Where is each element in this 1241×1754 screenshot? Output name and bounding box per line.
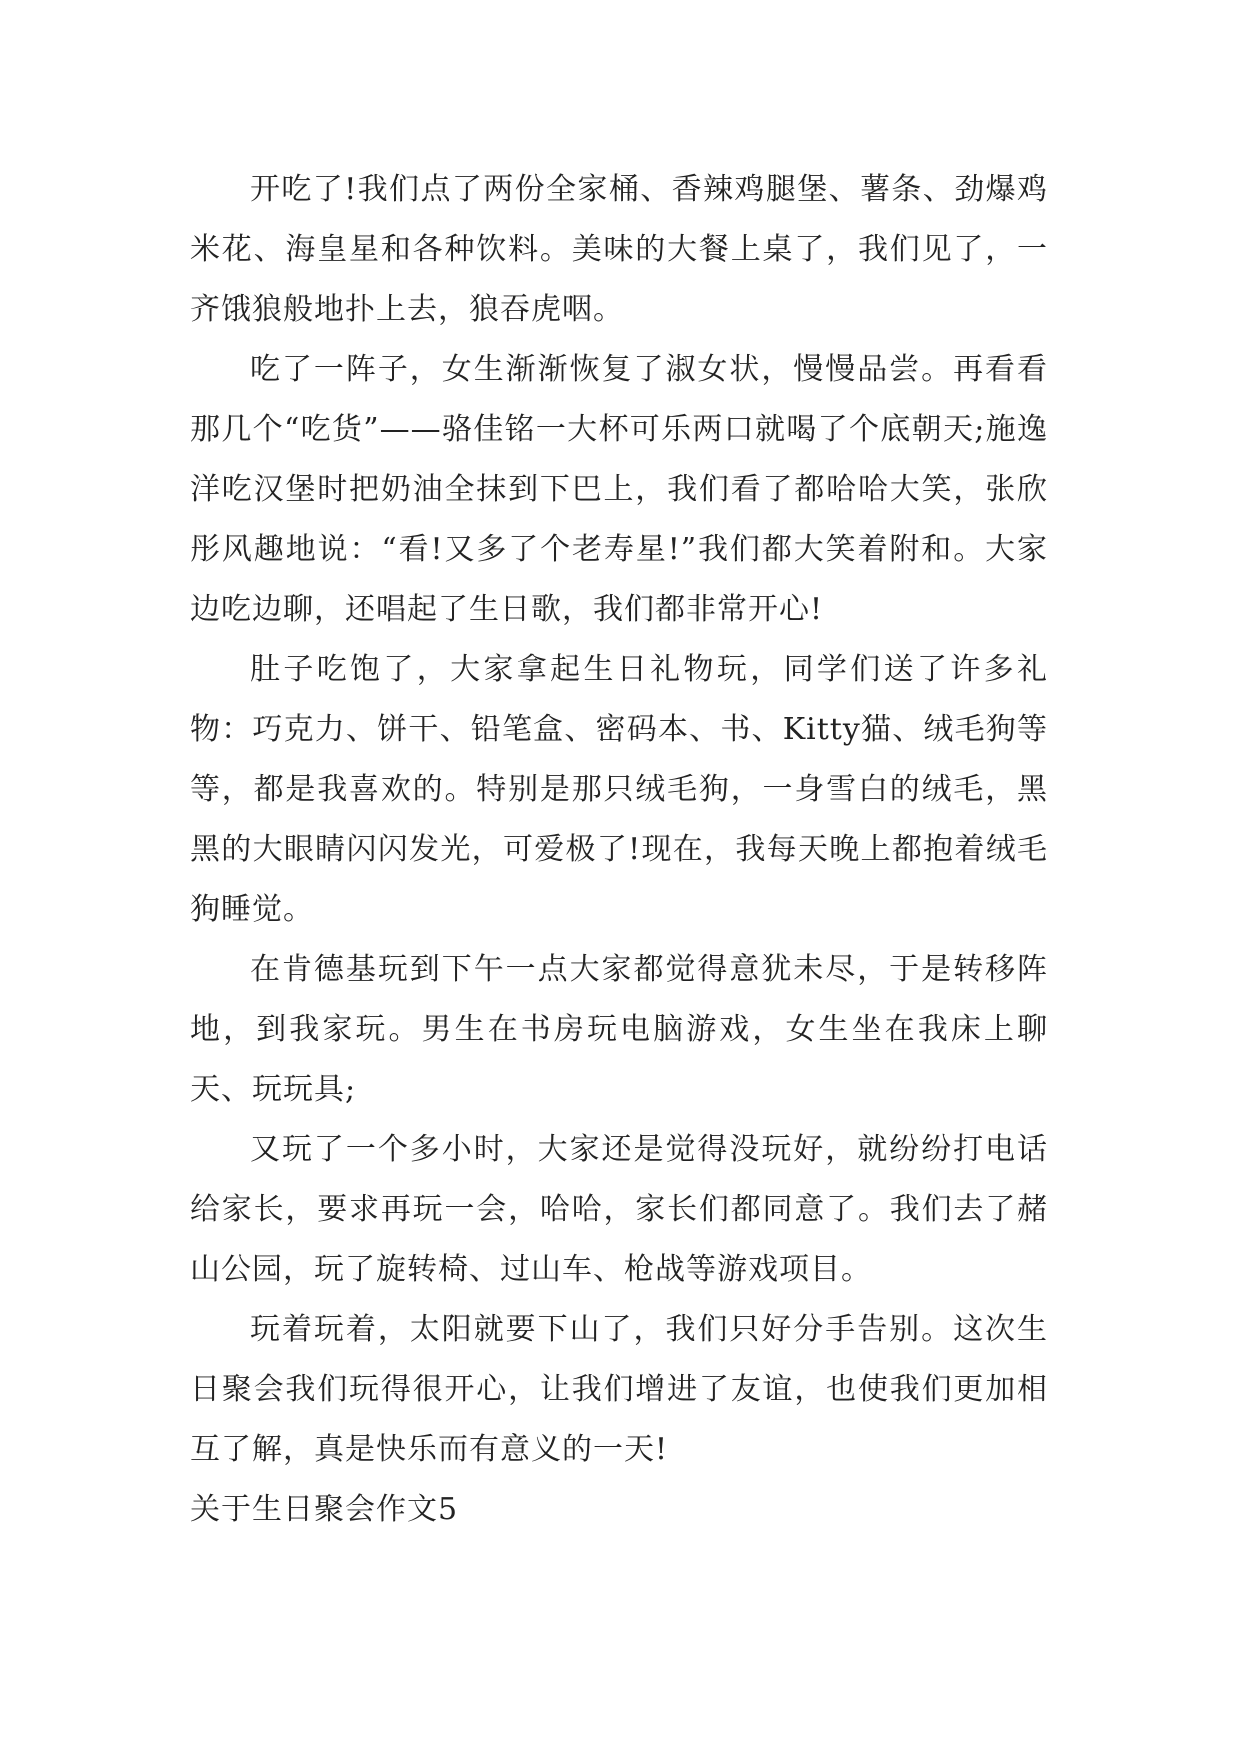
- paragraph-6: 玩着玩着，太阳就要下山了，我们只好分手告别。这次生日聚会我们玩得很开心，让我们增进了友谊，也使我们更加相互了解，真是快乐而有意义的一天!: [190, 1312, 1048, 1467]
- paragraph-3: 肚子吃饱了，大家拿起生日礼物玩，同学们送了许多礼物：巧克力、饼干、铅笔盒、密码本、书、Kitty猫、绒毛狗等等，都是我喜欢的。特别是那只绒毛狗，一身雪白的绒毛，黑黑的大眼睛闪闪发光，可爱极了!现在，我每天晚上都抱着绒毛狗睡觉。: [190, 652, 1048, 927]
- paragraph-1: 开吃了!我们点了两份全家桶、香辣鸡腿堡、薯条、劲爆鸡米花、海皇星和各种饮料。美味的大餐上桌了，我们见了，一齐饿狼般地扑上去，狼吞虎咽。: [190, 172, 1048, 327]
- paragraph-5: 又玩了一个多小时，大家还是觉得没玩好，就纷纷打电话给家长，要求再玩一会，哈哈，家长们都同意了。我们去了赭山公园，玩了旋转椅、过山车、枪战等游戏项目。: [190, 1132, 1048, 1287]
- document-body: [190, 160, 1048, 1540]
- paragraph-4: 在肯德基玩到下午一点大家都觉得意犹未尽，于是转移阵地，到我家玩。男生在书房玩电脑游戏，女生坐在我床上聊天、玩玩具;: [190, 952, 1048, 1107]
- paragraph-2: 吃了一阵子，女生渐渐恢复了淑女状，慢慢品尝。再看看那几个“吃货”——骆佳铭一大杯可乐两口就喝了个底朝天;施逸洋吃汉堡时把奶油全抹到下巴上，我们看了都哈哈大笑，张欣彤风趣地说：“看!又多了个老寿星!”我们都大笑着附和。大家边吃边聊，还唱起了生日歌，我们都非常开心!: [190, 352, 1048, 627]
- section-heading: 关于生日聚会作文5: [190, 1492, 459, 1527]
